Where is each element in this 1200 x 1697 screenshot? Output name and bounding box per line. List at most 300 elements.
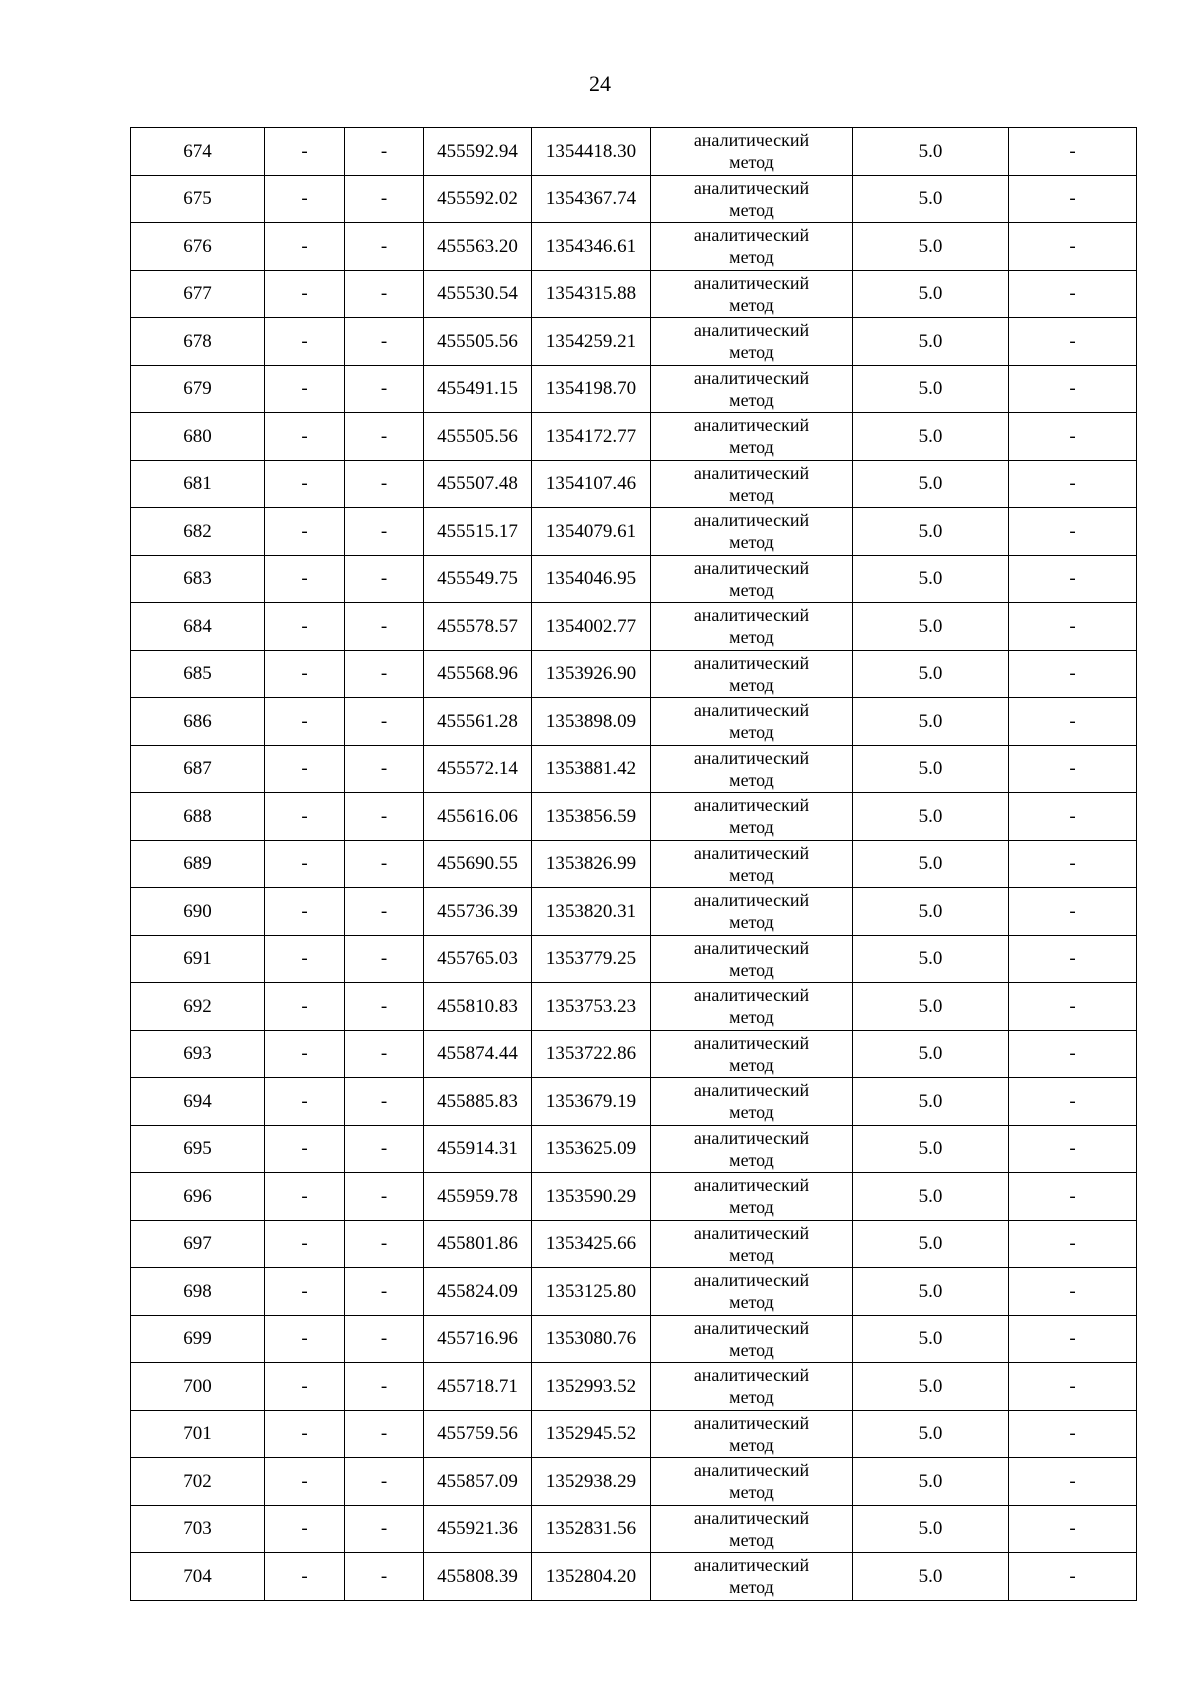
method-line-2: метод (729, 1244, 774, 1265)
table-row (131, 1220, 1137, 1268)
empty-cell: - (345, 1553, 424, 1601)
accuracy-value: 5.0 (853, 1078, 1009, 1126)
method-cell (651, 270, 853, 318)
empty-cell: - (265, 318, 345, 366)
accuracy-value: 5.0 (853, 793, 1009, 841)
accuracy-value: 5.0 (853, 745, 1009, 793)
coordinate-y: 1354172.77 (532, 413, 651, 461)
empty-cell: - (265, 1173, 345, 1221)
method-cell (651, 413, 853, 461)
empty-cell: - (265, 1553, 345, 1601)
accuracy-value: 5.0 (853, 1173, 1009, 1221)
point-number: 686 (131, 698, 265, 746)
point-number: 680 (131, 413, 265, 461)
point-number: 703 (131, 1505, 265, 1553)
accuracy-value: 5.0 (853, 1125, 1009, 1173)
empty-cell: - (265, 650, 345, 698)
accuracy-value: 5.0 (853, 840, 1009, 888)
point-number: 685 (131, 650, 265, 698)
empty-cell: - (265, 983, 345, 1031)
coordinate-y: 1353881.42 (532, 745, 651, 793)
point-number: 684 (131, 603, 265, 651)
note-cell: - (1009, 793, 1137, 841)
method-line-1: аналитический (693, 1080, 810, 1101)
table-row (131, 1268, 1137, 1316)
point-number: 681 (131, 460, 265, 508)
note-cell: - (1009, 603, 1137, 651)
point-number: 692 (131, 983, 265, 1031)
coordinate-x: 455874.44 (424, 1030, 532, 1078)
method-line-2: метод (729, 152, 774, 173)
accuracy-value: 5.0 (853, 1030, 1009, 1078)
method-cell (651, 793, 853, 841)
method-line-1: аналитический (693, 1127, 810, 1148)
coordinate-y: 1353856.59 (532, 793, 651, 841)
empty-cell: - (345, 793, 424, 841)
method-cell (651, 603, 853, 651)
method-line-2: метод (729, 864, 774, 885)
method-line-1: аналитический (693, 225, 810, 246)
empty-cell: - (345, 365, 424, 413)
method-cell (651, 983, 853, 1031)
method-line-1: аналитический (693, 890, 810, 911)
empty-cell: - (345, 508, 424, 556)
coordinate-y: 1353080.76 (532, 1315, 651, 1363)
method-cell (651, 1458, 853, 1506)
empty-cell: - (265, 745, 345, 793)
method-line-1: аналитический (693, 1507, 810, 1528)
accuracy-value: 5.0 (853, 318, 1009, 366)
empty-cell: - (345, 935, 424, 983)
table-row (131, 1553, 1137, 1601)
method-line-2: метод (729, 959, 774, 980)
empty-cell: - (265, 270, 345, 318)
coordinate-x: 455810.83 (424, 983, 532, 1031)
empty-cell: - (345, 175, 424, 223)
method-line-2: метод (729, 1007, 774, 1028)
coordinate-y: 1354079.61 (532, 508, 651, 556)
method-cell (651, 1078, 853, 1126)
empty-cell: - (265, 840, 345, 888)
coordinate-x: 455718.71 (424, 1363, 532, 1411)
coordinate-y: 1352938.29 (532, 1458, 651, 1506)
method-line-1: аналитический (693, 1412, 810, 1433)
method-line-1: аналитический (693, 462, 810, 483)
accuracy-value: 5.0 (853, 460, 1009, 508)
empty-cell: - (345, 318, 424, 366)
method-cell (651, 1220, 853, 1268)
coordinate-x: 455716.96 (424, 1315, 532, 1363)
method-line-1: аналитический (693, 747, 810, 768)
note-cell: - (1009, 128, 1137, 176)
method-cell (651, 698, 853, 746)
method-line-1: аналитический (693, 605, 810, 626)
empty-cell: - (265, 365, 345, 413)
coordinate-y: 1353125.80 (532, 1268, 651, 1316)
method-cell (651, 1125, 853, 1173)
table-row (131, 1505, 1137, 1553)
point-number: 695 (131, 1125, 265, 1173)
method-cell (651, 223, 853, 271)
point-number: 688 (131, 793, 265, 841)
note-cell: - (1009, 1315, 1137, 1363)
method-line-1: аналитический (693, 1460, 810, 1481)
coordinate-y: 1352945.52 (532, 1410, 651, 1458)
coordinate-x: 455824.09 (424, 1268, 532, 1316)
coordinate-y: 1354315.88 (532, 270, 651, 318)
point-number: 693 (131, 1030, 265, 1078)
coordinate-y: 1354002.77 (532, 603, 651, 651)
page-number: 24 (589, 71, 611, 96)
accuracy-value: 5.0 (853, 698, 1009, 746)
empty-cell: - (265, 888, 345, 936)
coordinate-x: 455568.96 (424, 650, 532, 698)
method-cell (651, 1315, 853, 1363)
coordinate-x: 455561.28 (424, 698, 532, 746)
coordinate-x: 455507.48 (424, 460, 532, 508)
method-line-1: аналитический (693, 320, 810, 341)
method-line-2: метод (729, 532, 774, 553)
point-number: 701 (131, 1410, 265, 1458)
method-line-1: аналитический (693, 557, 810, 578)
coordinate-y: 1353820.31 (532, 888, 651, 936)
method-line-2: метод (729, 1529, 774, 1550)
accuracy-value: 5.0 (853, 888, 1009, 936)
coordinate-y: 1354367.74 (532, 175, 651, 223)
empty-cell: - (345, 745, 424, 793)
method-cell (651, 1173, 853, 1221)
accuracy-value: 5.0 (853, 365, 1009, 413)
note-cell: - (1009, 1363, 1137, 1411)
method-cell (651, 128, 853, 176)
method-line-1: аналитический (693, 1270, 810, 1291)
point-number: 682 (131, 508, 265, 556)
accuracy-value: 5.0 (853, 1505, 1009, 1553)
empty-cell: - (265, 128, 345, 176)
empty-cell: - (345, 1030, 424, 1078)
note-cell: - (1009, 1030, 1137, 1078)
coordinate-y: 1353779.25 (532, 935, 651, 983)
note-cell: - (1009, 1410, 1137, 1458)
method-line-2: метод (729, 342, 774, 363)
accuracy-value: 5.0 (853, 555, 1009, 603)
method-line-2: метод (729, 1339, 774, 1360)
coordinate-y: 1352993.52 (532, 1363, 651, 1411)
method-line-2: метод (729, 579, 774, 600)
point-number: 696 (131, 1173, 265, 1221)
note-cell: - (1009, 413, 1137, 461)
table-row (131, 1078, 1137, 1126)
table-row (131, 745, 1137, 793)
note-cell: - (1009, 365, 1137, 413)
table-row (131, 1410, 1137, 1458)
table-row (131, 603, 1137, 651)
method-line-1: аналитический (693, 700, 810, 721)
table-body (131, 128, 1137, 1601)
method-line-2: метод (729, 769, 774, 790)
empty-cell: - (265, 1220, 345, 1268)
method-line-1: аналитический (693, 652, 810, 673)
method-line-2: метод (729, 199, 774, 220)
empty-cell: - (265, 698, 345, 746)
method-line-2: метод (729, 1434, 774, 1455)
empty-cell: - (265, 1268, 345, 1316)
empty-cell: - (265, 793, 345, 841)
note-cell: - (1009, 745, 1137, 793)
coordinate-x: 455616.06 (424, 793, 532, 841)
point-number: 698 (131, 1268, 265, 1316)
table-row (131, 270, 1137, 318)
coordinate-y: 1352831.56 (532, 1505, 651, 1553)
accuracy-value: 5.0 (853, 935, 1009, 983)
note-cell: - (1009, 1220, 1137, 1268)
empty-cell: - (345, 840, 424, 888)
accuracy-value: 5.0 (853, 650, 1009, 698)
table-row (131, 508, 1137, 556)
method-line-2: метод (729, 1292, 774, 1313)
empty-cell: - (265, 1078, 345, 1126)
method-cell (651, 840, 853, 888)
coordinate-y: 1354259.21 (532, 318, 651, 366)
method-cell (651, 555, 853, 603)
coordinate-x: 455592.94 (424, 128, 532, 176)
point-number: 676 (131, 223, 265, 271)
accuracy-value: 5.0 (853, 1363, 1009, 1411)
table-row (131, 698, 1137, 746)
empty-cell: - (345, 1315, 424, 1363)
table-row (131, 983, 1137, 1031)
table-row (131, 1458, 1137, 1506)
empty-cell: - (345, 128, 424, 176)
coordinate-y: 1353898.09 (532, 698, 651, 746)
empty-cell: - (265, 175, 345, 223)
accuracy-value: 5.0 (853, 1553, 1009, 1601)
coordinate-y: 1354046.95 (532, 555, 651, 603)
note-cell: - (1009, 460, 1137, 508)
method-cell (651, 1363, 853, 1411)
coordinate-x: 455959.78 (424, 1173, 532, 1221)
point-number: 683 (131, 555, 265, 603)
method-line-1: аналитический (693, 1222, 810, 1243)
note-cell: - (1009, 318, 1137, 366)
point-number: 702 (131, 1458, 265, 1506)
empty-cell: - (265, 1030, 345, 1078)
table-row (131, 365, 1137, 413)
coordinate-y: 1354107.46 (532, 460, 651, 508)
coordinate-y: 1353625.09 (532, 1125, 651, 1173)
coordinate-y: 1353722.86 (532, 1030, 651, 1078)
accuracy-value: 5.0 (853, 1410, 1009, 1458)
empty-cell: - (345, 1220, 424, 1268)
method-line-1: аналитический (693, 510, 810, 531)
empty-cell: - (265, 1458, 345, 1506)
coordinate-y: 1353425.66 (532, 1220, 651, 1268)
method-line-2: метод (729, 1102, 774, 1123)
table-row (131, 175, 1137, 223)
coordinate-x: 455885.83 (424, 1078, 532, 1126)
point-number: 699 (131, 1315, 265, 1363)
method-line-2: метод (729, 1197, 774, 1218)
coordinate-x: 455505.56 (424, 318, 532, 366)
empty-cell: - (345, 460, 424, 508)
method-cell (651, 888, 853, 936)
method-cell (651, 318, 853, 366)
empty-cell: - (345, 983, 424, 1031)
method-line-1: аналитический (693, 1365, 810, 1386)
method-line-1: аналитический (693, 1175, 810, 1196)
point-number: 694 (131, 1078, 265, 1126)
point-number: 690 (131, 888, 265, 936)
point-number: 697 (131, 1220, 265, 1268)
empty-cell: - (345, 603, 424, 651)
coordinate-y: 1353926.90 (532, 650, 651, 698)
empty-cell: - (265, 1410, 345, 1458)
note-cell: - (1009, 935, 1137, 983)
table-row (131, 128, 1137, 176)
method-line-1: аналитический (693, 842, 810, 863)
point-number: 675 (131, 175, 265, 223)
note-cell: - (1009, 508, 1137, 556)
method-line-2: метод (729, 1482, 774, 1503)
method-line-2: метод (729, 294, 774, 315)
empty-cell: - (265, 1363, 345, 1411)
table-row (131, 1315, 1137, 1363)
coordinates-table (130, 127, 1137, 1601)
empty-cell: - (265, 935, 345, 983)
note-cell: - (1009, 888, 1137, 936)
empty-cell: - (345, 698, 424, 746)
table-row (131, 840, 1137, 888)
coordinate-x: 455530.54 (424, 270, 532, 318)
method-line-1: аналитический (693, 415, 810, 436)
empty-cell: - (265, 508, 345, 556)
point-number: 674 (131, 128, 265, 176)
table-row (131, 650, 1137, 698)
empty-cell: - (345, 1505, 424, 1553)
method-line-1: аналитический (693, 177, 810, 198)
table-row (131, 555, 1137, 603)
table-row (131, 1030, 1137, 1078)
point-number: 700 (131, 1363, 265, 1411)
empty-cell: - (265, 603, 345, 651)
empty-cell: - (345, 650, 424, 698)
method-line-2: метод (729, 722, 774, 743)
table-row (131, 793, 1137, 841)
method-line-1: аналитический (693, 272, 810, 293)
empty-cell: - (345, 223, 424, 271)
note-cell: - (1009, 983, 1137, 1031)
method-cell (651, 650, 853, 698)
accuracy-value: 5.0 (853, 603, 1009, 651)
coordinate-x: 455515.17 (424, 508, 532, 556)
method-line-2: метод (729, 817, 774, 838)
accuracy-value: 5.0 (853, 413, 1009, 461)
method-cell (651, 745, 853, 793)
point-number: 704 (131, 1553, 265, 1601)
empty-cell: - (265, 413, 345, 461)
empty-cell: - (345, 413, 424, 461)
accuracy-value: 5.0 (853, 270, 1009, 318)
accuracy-value: 5.0 (853, 1220, 1009, 1268)
note-cell: - (1009, 1268, 1137, 1316)
table-row (131, 223, 1137, 271)
coordinate-x: 455572.14 (424, 745, 532, 793)
point-number: 687 (131, 745, 265, 793)
empty-cell: - (345, 1410, 424, 1458)
method-line-1: аналитический (693, 1317, 810, 1338)
note-cell: - (1009, 1458, 1137, 1506)
method-line-2: метод (729, 1577, 774, 1598)
coordinate-x: 455563.20 (424, 223, 532, 271)
method-line-1: аналитический (693, 937, 810, 958)
method-cell (651, 460, 853, 508)
method-cell (651, 935, 853, 983)
note-cell: - (1009, 840, 1137, 888)
method-line-2: метод (729, 247, 774, 268)
note-cell: - (1009, 1078, 1137, 1126)
method-cell (651, 365, 853, 413)
coordinate-x: 455592.02 (424, 175, 532, 223)
coordinate-y: 1353826.99 (532, 840, 651, 888)
empty-cell: - (345, 1363, 424, 1411)
method-line-2: метод (729, 912, 774, 933)
note-cell: - (1009, 555, 1137, 603)
coordinate-x: 455759.56 (424, 1410, 532, 1458)
note-cell: - (1009, 650, 1137, 698)
method-line-1: аналитический (693, 1032, 810, 1053)
coordinate-y: 1353679.19 (532, 1078, 651, 1126)
accuracy-value: 5.0 (853, 1315, 1009, 1363)
coordinate-x: 455736.39 (424, 888, 532, 936)
note-cell: - (1009, 1505, 1137, 1553)
method-line-2: метод (729, 389, 774, 410)
note-cell: - (1009, 223, 1137, 271)
coordinate-x: 455921.36 (424, 1505, 532, 1553)
empty-cell: - (345, 888, 424, 936)
accuracy-value: 5.0 (853, 1458, 1009, 1506)
empty-cell: - (345, 1268, 424, 1316)
method-line-2: метод (729, 674, 774, 695)
table-row (131, 318, 1137, 366)
coordinate-x: 455690.55 (424, 840, 532, 888)
method-cell (651, 1553, 853, 1601)
table-row (131, 888, 1137, 936)
point-number: 689 (131, 840, 265, 888)
method-cell (651, 508, 853, 556)
empty-cell: - (345, 1173, 424, 1221)
coordinate-y: 1354198.70 (532, 365, 651, 413)
empty-cell: - (345, 1458, 424, 1506)
coordinate-y: 1353590.29 (532, 1173, 651, 1221)
point-number: 678 (131, 318, 265, 366)
empty-cell: - (345, 1078, 424, 1126)
coordinate-y: 1354346.61 (532, 223, 651, 271)
table-row (131, 1173, 1137, 1221)
table-row (131, 460, 1137, 508)
coordinate-x: 455549.75 (424, 555, 532, 603)
method-line-1: аналитический (693, 367, 810, 388)
note-cell: - (1009, 1125, 1137, 1173)
method-line-2: метод (729, 484, 774, 505)
method-line-2: метод (729, 437, 774, 458)
point-number: 691 (131, 935, 265, 983)
empty-cell: - (265, 460, 345, 508)
accuracy-value: 5.0 (853, 1268, 1009, 1316)
method-line-2: метод (729, 1387, 774, 1408)
empty-cell: - (345, 270, 424, 318)
coordinate-x: 455914.31 (424, 1125, 532, 1173)
method-line-1: аналитический (693, 985, 810, 1006)
